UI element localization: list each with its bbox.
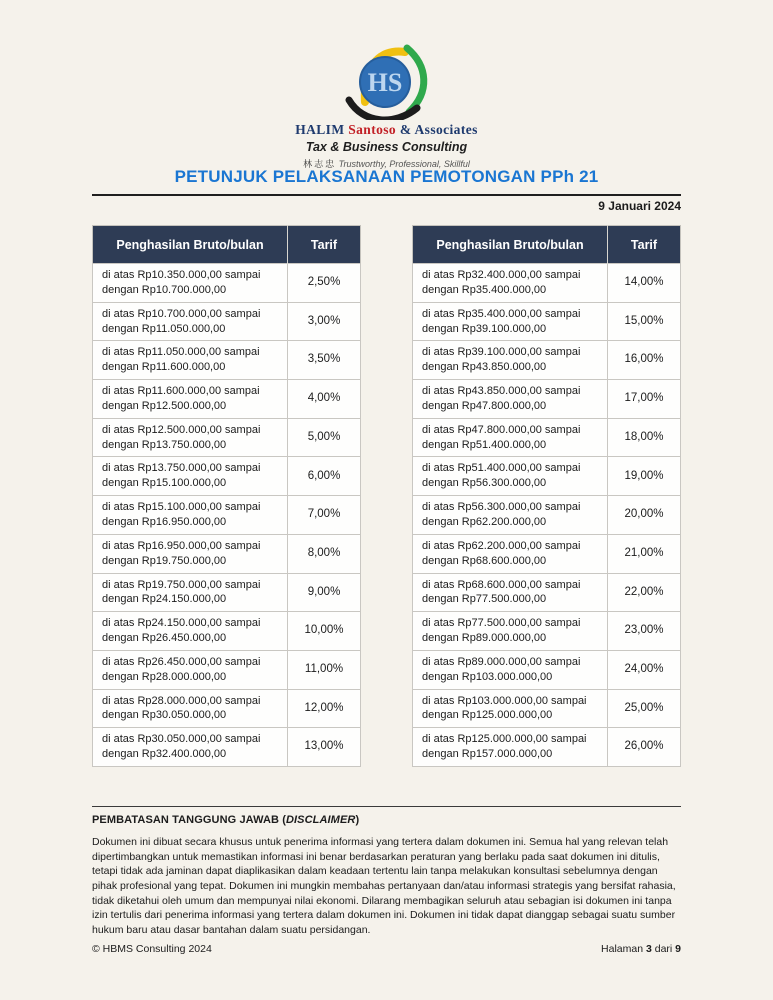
bruto-range-cell: di atas Rp19.750.000,00 sampai dengan Rp24.150.000,00 [93, 573, 288, 612]
table-row [413, 457, 681, 496]
bruto-range-cell: di atas Rp39.100.000,00 sampai dengan Rp43.850.000,00 [413, 341, 608, 380]
tarif-cell: 22,00% [608, 573, 681, 612]
table-row [93, 496, 361, 535]
bruto-range-cell: di atas Rp35.400.000,00 sampai dengan Rp39.100.000,00 [413, 302, 608, 341]
disclaimer-section [92, 806, 681, 938]
table-row [93, 612, 361, 651]
tarif-cell: 23,00% [608, 612, 681, 651]
table-header-row [413, 226, 681, 264]
bruto-range-cell: di atas Rp24.150.000,00 sampai dengan Rp26.450.000,00 [93, 612, 288, 651]
company-name-santoso: Santoso [348, 122, 397, 137]
tarif-cell: 8,00% [288, 534, 361, 573]
table-row [93, 341, 361, 380]
disclaimer-heading-italic: DISCLAIMER [285, 814, 356, 826]
table-row [93, 457, 361, 496]
tax-rate-table-left [92, 225, 361, 767]
tarif-cell: 6,00% [288, 457, 361, 496]
disclaimer-heading-suffix: ) [355, 814, 360, 826]
tarif-cell: 25,00% [608, 689, 681, 728]
column-header-tarif: Tarif [608, 226, 681, 264]
tarif-cell: 20,00% [608, 496, 681, 535]
table-row [413, 573, 681, 612]
table-row [413, 302, 681, 341]
bruto-range-cell: di atas Rp10.350.000,00 sampai dengan Rp10.700.000,00 [93, 264, 288, 303]
company-logo [0, 36, 773, 170]
column-header-tarif: Tarif [288, 226, 361, 264]
table-row [413, 534, 681, 573]
table-row [413, 728, 681, 767]
tarif-cell: 26,00% [608, 728, 681, 767]
bruto-range-cell: di atas Rp26.450.000,00 sampai dengan Rp28.000.000,00 [93, 650, 288, 689]
table-row [413, 689, 681, 728]
bruto-range-cell: di atas Rp12.500.000,00 sampai dengan Rp13.750.000,00 [93, 418, 288, 457]
footer-page-total: 9 [675, 943, 681, 955]
tarif-cell: 10,00% [288, 612, 361, 651]
document-date: 9 Januari 2024 [598, 199, 681, 213]
bruto-range-cell: di atas Rp77.500.000,00 sampai dengan Rp89.000.000,00 [413, 612, 608, 651]
bruto-range-cell: di atas Rp16.950.000,00 sampai dengan Rp19.750.000,00 [93, 534, 288, 573]
tarif-cell: 18,00% [608, 418, 681, 457]
page-footer [92, 943, 681, 955]
bruto-range-cell: di atas Rp89.000.000,00 sampai dengan Rp103.000.000,00 [413, 650, 608, 689]
table-row [413, 496, 681, 535]
logo-mark-icon [325, 36, 449, 120]
tarif-cell: 14,00% [608, 264, 681, 303]
bruto-range-cell: di atas Rp11.600.000,00 sampai dengan Rp12.500.000,00 [93, 380, 288, 419]
footer-page-label: Halaman [601, 943, 646, 955]
bruto-range-cell: di atas Rp15.100.000,00 sampai dengan Rp16.950.000,00 [93, 496, 288, 535]
table-row [93, 380, 361, 419]
bruto-range-cell: di atas Rp28.000.000,00 sampai dengan Rp30.050.000,00 [93, 689, 288, 728]
company-name-halim: HALIM [295, 122, 345, 137]
company-motto-text: Trustworthy, Professional, Skillful [338, 159, 470, 169]
tarif-cell: 4,00% [288, 380, 361, 419]
document-header [92, 167, 681, 213]
tarif-cell: 21,00% [608, 534, 681, 573]
table-row [413, 264, 681, 303]
table-row [93, 689, 361, 728]
tarif-cell: 19,00% [608, 457, 681, 496]
tarif-cell: 3,00% [288, 302, 361, 341]
bruto-range-cell: di atas Rp11.050.000,00 sampai dengan Rp11.600.000,00 [93, 341, 288, 380]
bruto-range-cell: di atas Rp30.050.000,00 sampai dengan Rp32.400.000,00 [93, 728, 288, 767]
company-name-associates: & Associates [399, 122, 478, 137]
footer-page-indicator [601, 943, 681, 955]
tarif-cell: 15,00% [608, 302, 681, 341]
bruto-range-cell: di atas Rp43.850.000,00 sampai dengan Rp47.800.000,00 [413, 380, 608, 419]
tarif-cell: 9,00% [288, 573, 361, 612]
tarif-cell: 11,00% [288, 650, 361, 689]
table-row [413, 380, 681, 419]
table-row [413, 650, 681, 689]
tarif-cell: 24,00% [608, 650, 681, 689]
tarif-cell: 7,00% [288, 496, 361, 535]
disclaimer-text: Dokumen ini dibuat secara khusus untuk penerima informasi yang tertera dalam dokumen ini. Semua hal yang relevan telah dipertimbangkan untuk memastikan informasi ini benar berdasarkan peraturan yang berlaku pada saat dokumen ini ditulis, tetapi tidak ada jaminan dapat diaplikasikan dalam keadaan tertentu lain tanpa melakukan konsultasi sebelumnya dengan pihak profesional yang tepat. Dokumen ini mungkin membahas pertanyaan dan/atau informasi strategis yang bersifat rahasia, tidak diketahui oleh umum dan mempunyai nilai ekonomi. Dilarang membagikan seluruh atau sebagian isi dokumen ini tanpa izin tertulis dari penerima informasi yang tertera dalam dokumen ini. Dokumen ini tidak dapat dianggap sebagai suatu sumber hukum baru atau dasar bantahan dalam suatu persidangan. [92, 836, 676, 937]
footer-page-number: 3 [645, 943, 652, 955]
bruto-range-cell: di atas Rp103.000.000,00 sampai dengan Rp125.000.000,00 [413, 689, 608, 728]
bruto-range-cell: di atas Rp68.600.000,00 sampai dengan Rp77.500.000,00 [413, 573, 608, 612]
table-row [93, 302, 361, 341]
tarif-cell: 17,00% [608, 380, 681, 419]
logo-monogram: HS [367, 68, 402, 97]
tax-rate-table-right [412, 225, 681, 767]
table-row [93, 418, 361, 457]
table-row [413, 418, 681, 457]
table-row [93, 534, 361, 573]
tarif-cell: 13,00% [288, 728, 361, 767]
column-header-bruto: Penghasilan Bruto/bulan [413, 226, 608, 264]
table-row [93, 650, 361, 689]
bruto-range-cell: di atas Rp10.700.000,00 sampai dengan Rp11.050.000,00 [93, 302, 288, 341]
table-row [413, 612, 681, 651]
column-header-bruto: Penghasilan Bruto/bulan [93, 226, 288, 264]
bruto-range-cell: di atas Rp51.400.000,00 sampai dengan Rp56.300.000,00 [413, 457, 608, 496]
footer-page-sep: dari [651, 943, 676, 955]
table-row [93, 573, 361, 612]
company-chinese-name: 林志忠 [303, 159, 337, 169]
bruto-range-cell: di atas Rp13.750.000,00 sampai dengan Rp15.100.000,00 [93, 457, 288, 496]
bruto-range-cell: di atas Rp62.200.000,00 sampai dengan Rp68.600.000,00 [413, 534, 608, 573]
table-row [93, 264, 361, 303]
table-row [93, 728, 361, 767]
table-header-row [93, 226, 361, 264]
company-tagline: Tax & Business Consulting [305, 140, 468, 154]
rate-tables [92, 225, 681, 767]
company-name [0, 122, 773, 138]
bruto-range-cell: di atas Rp125.000.000,00 sampai dengan Rp157.000.000,00 [413, 728, 608, 767]
bruto-range-cell: di atas Rp32.400.000,00 sampai dengan Rp35.400.000,00 [413, 264, 608, 303]
footer-copyright: © HBMS Consulting 2024 [92, 943, 212, 955]
table-row [413, 341, 681, 380]
bruto-range-cell: di atas Rp56.300.000,00 sampai dengan Rp62.200.000,00 [413, 496, 608, 535]
tarif-cell: 3,50% [288, 341, 361, 380]
disclaimer-heading [92, 814, 681, 826]
tarif-cell: 12,00% [288, 689, 361, 728]
page-title: PETUNJUK PELAKSANAAN PEMOTONGAN PPh 21 [92, 167, 681, 196]
bruto-range-cell: di atas Rp47.800.000,00 sampai dengan Rp51.400.000,00 [413, 418, 608, 457]
tarif-cell: 5,00% [288, 418, 361, 457]
tarif-cell: 16,00% [608, 341, 681, 380]
tarif-cell: 2,50% [288, 264, 361, 303]
disclaimer-heading-prefix: PEMBATASAN TANGGUNG JAWAB ( [92, 814, 286, 826]
